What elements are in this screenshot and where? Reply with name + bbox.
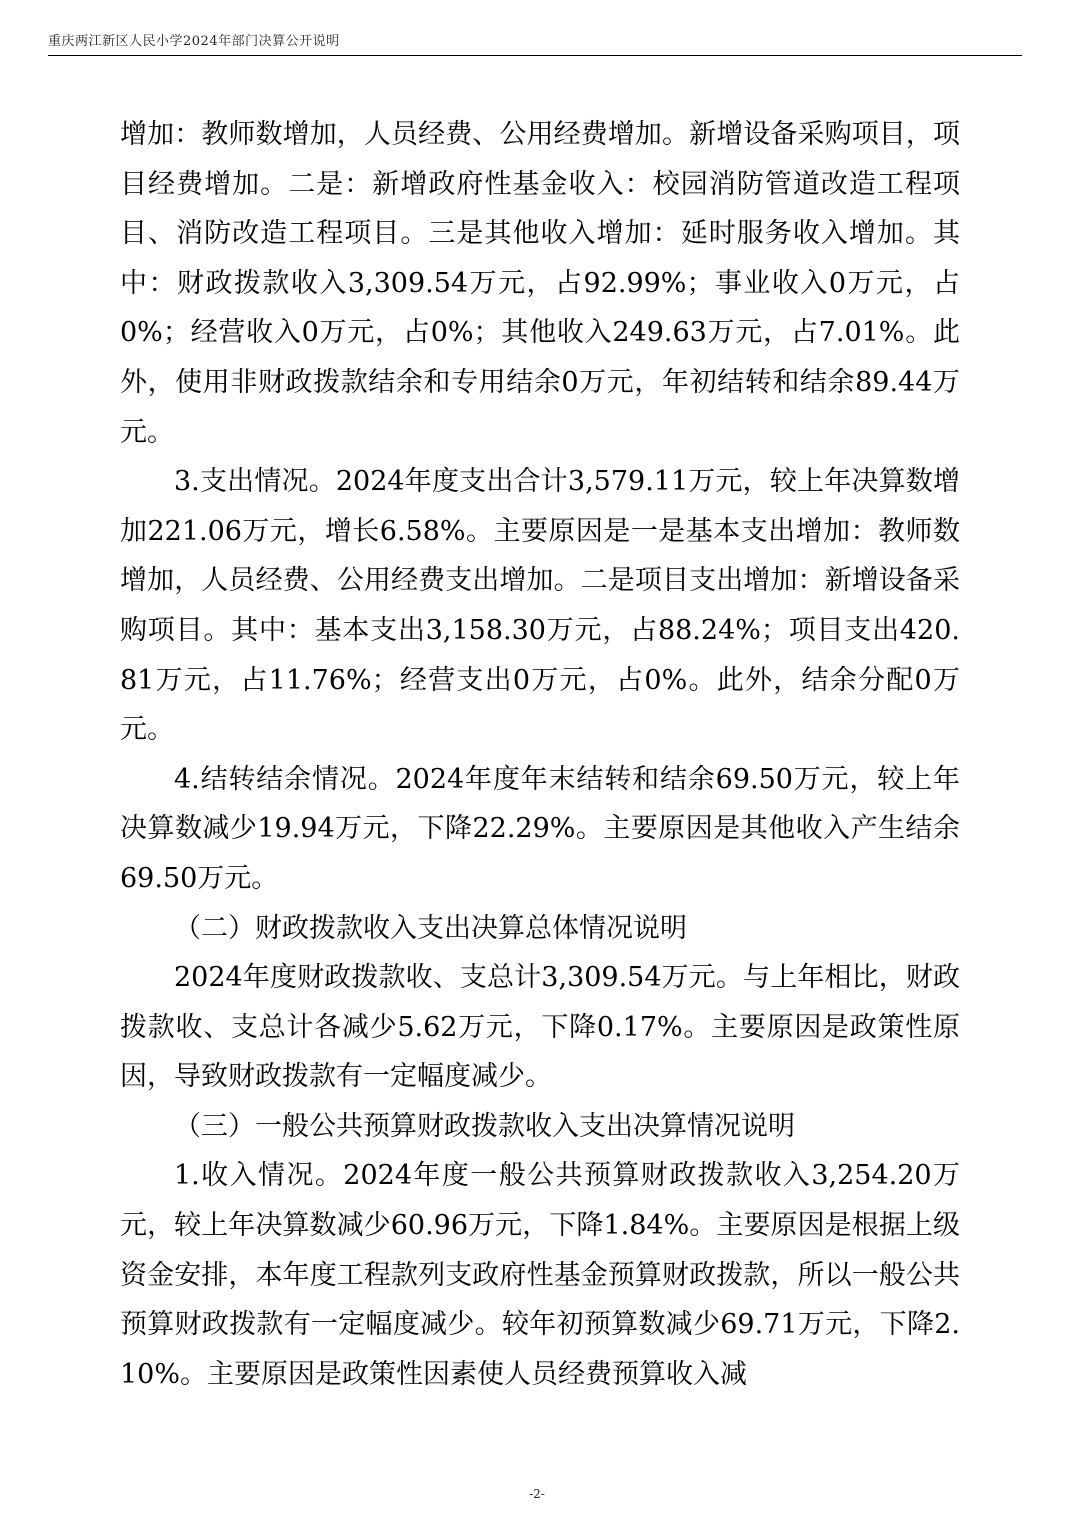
- section-heading-general-budget: （三）一般公共预算财政拨款收入支出决算情况说明: [174, 1110, 795, 1142]
- paragraph-general-income: 1.收入情况。2024年度一般公共预算财政拨款收入3,254.20万元，较上年决算数减少60.96万元，下降1.84%。主要原因是根据上级资金安排，本年度工程款列支政府性基金预算财政拨款，所以一般公共预算财政拨款有一定幅度减少。较年初预算数减少69.71万元，下降2.10%。主要原因是政策性因素使人员经费预算收入减: [120, 1160, 960, 1390]
- paragraph-income-continued: 增加：教师数增加，人员经费、公用经费增加。新增设备采购项目，项目经费增加。二是：新增政府性基金收入：校园消防管道改造工程项目、消防改造工程项目。三是其他收入增加：延时服务收入增加。其中：财政拨款收入3,309.54万元，占92.99%；事业收入0万元，占0%；经营收入0万元，占0%；其他收入249.63万元，占7.01%。此外，使用非财政拨款结余和专用结余0万元，年初结转和结余89.44万元。: [120, 119, 960, 448]
- paragraph-balance-situation: 4.结转结余情况。2024年度年末结转和结余69.50万元，较上年决算数减少19.94万元，下降22.29%。主要原因是其他收入产生结余69.50万元。: [120, 763, 960, 894]
- section-heading-fiscal-overall: （二）财政拨款收入支出决算总体情况说明: [174, 912, 687, 944]
- paragraph-expense-situation: 3.支出情况。2024年度支出合计3,579.11万元，较上年决算数增加221.06万元，增长6.58%。主要原因是一是基本支出增加：教师数增加，人员经费、公用经费支出增加。二是项目支出增加：新增设备采购项目。其中：基本支出3,158.30万元，占88.24%；项目支出420.81万元，占11.76%；经营支出0万元，占0%。此外，结余分配0万元。: [120, 466, 960, 746]
- page-number: -2-: [529, 1487, 545, 1501]
- page-header-title: 重庆两江新区人民小学2024年部门决算公开说明: [48, 34, 340, 49]
- paragraph-fiscal-total: 2024年度财政拨款收、支总计3,309.54万元。与上年相比，财政拨款收、支总计各减少5.62万元，下降0.17%。主要原因是政策性原因，导致财政拨款有一定幅度减少。: [120, 962, 960, 1093]
- document-body: [120, 110, 960, 1399]
- header-divider: [48, 55, 1022, 56]
